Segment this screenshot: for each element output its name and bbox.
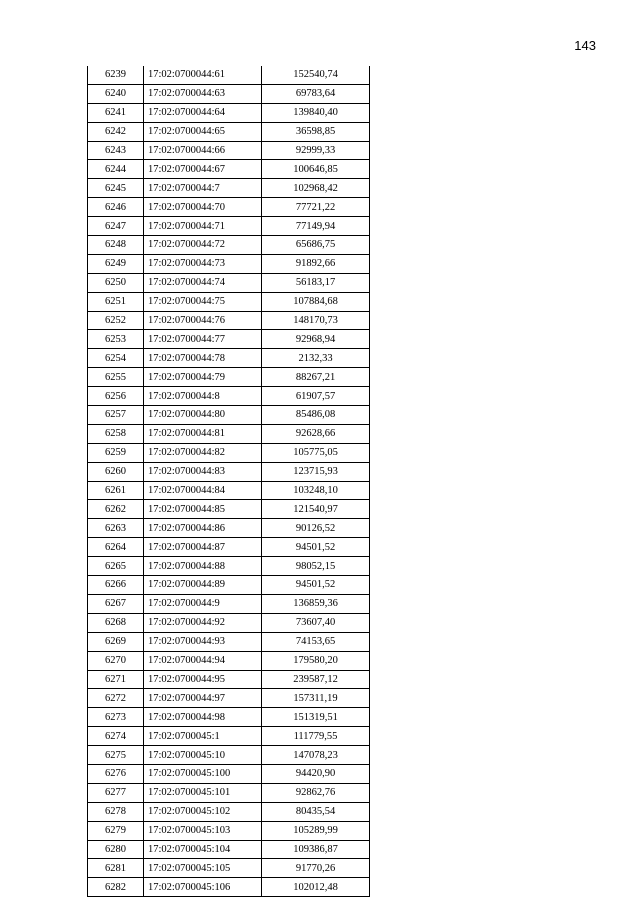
value-cell: 121540,97 bbox=[262, 500, 370, 519]
row-number-cell: 6273 bbox=[88, 708, 144, 727]
value-cell: 148170,73 bbox=[262, 311, 370, 330]
cadastral-number-cell: 17:02:0700044:65 bbox=[144, 122, 262, 141]
row-number-cell: 6242 bbox=[88, 122, 144, 141]
table-row bbox=[88, 311, 370, 330]
row-number-cell: 6276 bbox=[88, 764, 144, 783]
value-cell: 157311,19 bbox=[262, 689, 370, 708]
value-cell: 80435,54 bbox=[262, 802, 370, 821]
cadastral-number-cell: 17:02:0700044:87 bbox=[144, 538, 262, 557]
cadastral-number-cell: 17:02:0700045:100 bbox=[144, 764, 262, 783]
value-cell: 107884,68 bbox=[262, 292, 370, 311]
cadastral-number-cell: 17:02:0700044:98 bbox=[144, 708, 262, 727]
cadastral-number-cell: 17:02:0700045:101 bbox=[144, 783, 262, 802]
table-row bbox=[88, 141, 370, 160]
table-row bbox=[88, 708, 370, 727]
row-number-cell: 6270 bbox=[88, 651, 144, 670]
cadastral-number-cell: 17:02:0700044:84 bbox=[144, 481, 262, 500]
value-cell: 74153,65 bbox=[262, 632, 370, 651]
value-cell: 85486,08 bbox=[262, 406, 370, 425]
table-row bbox=[88, 160, 370, 179]
table-row bbox=[88, 443, 370, 462]
cadastral-number-cell: 17:02:0700044:92 bbox=[144, 613, 262, 632]
row-number-cell: 6241 bbox=[88, 103, 144, 122]
value-cell: 65686,75 bbox=[262, 236, 370, 255]
table-row bbox=[88, 576, 370, 595]
value-cell: 2132,33 bbox=[262, 349, 370, 368]
table-row bbox=[88, 462, 370, 481]
table-row bbox=[88, 406, 370, 425]
table-row bbox=[88, 764, 370, 783]
cadastral-number-cell: 17:02:0700044:74 bbox=[144, 273, 262, 292]
row-number-cell: 6271 bbox=[88, 670, 144, 689]
value-cell: 123715,93 bbox=[262, 462, 370, 481]
cadastral-number-cell: 17:02:0700044:76 bbox=[144, 311, 262, 330]
cadastral-value-table bbox=[87, 66, 370, 897]
value-cell: 151319,51 bbox=[262, 708, 370, 727]
cadastral-number-cell: 17:02:0700044:95 bbox=[144, 670, 262, 689]
row-number-cell: 6268 bbox=[88, 613, 144, 632]
value-cell: 94420,90 bbox=[262, 764, 370, 783]
row-number-cell: 6239 bbox=[88, 66, 144, 84]
row-number-cell: 6240 bbox=[88, 84, 144, 103]
value-cell: 90126,52 bbox=[262, 519, 370, 538]
row-number-cell: 6266 bbox=[88, 576, 144, 595]
table-row bbox=[88, 689, 370, 708]
row-number-cell: 6243 bbox=[88, 141, 144, 160]
table-row bbox=[88, 840, 370, 859]
cadastral-number-cell: 17:02:0700044:88 bbox=[144, 557, 262, 576]
row-number-cell: 6256 bbox=[88, 387, 144, 406]
cadastral-number-cell: 17:02:0700044:93 bbox=[144, 632, 262, 651]
value-cell: 92862,76 bbox=[262, 783, 370, 802]
row-number-cell: 6282 bbox=[88, 878, 144, 897]
table-row bbox=[88, 651, 370, 670]
cadastral-number-cell: 17:02:0700044:8 bbox=[144, 387, 262, 406]
cadastral-number-cell: 17:02:0700045:105 bbox=[144, 859, 262, 878]
table-row bbox=[88, 292, 370, 311]
row-number-cell: 6262 bbox=[88, 500, 144, 519]
row-number-cell: 6269 bbox=[88, 632, 144, 651]
value-cell: 105775,05 bbox=[262, 443, 370, 462]
table-row bbox=[88, 783, 370, 802]
value-cell: 94501,52 bbox=[262, 538, 370, 557]
row-number-cell: 6272 bbox=[88, 689, 144, 708]
cadastral-number-cell: 17:02:0700044:81 bbox=[144, 424, 262, 443]
cadastral-number-cell: 17:02:0700044:97 bbox=[144, 689, 262, 708]
row-number-cell: 6274 bbox=[88, 727, 144, 746]
cadastral-number-cell: 17:02:0700044:79 bbox=[144, 368, 262, 387]
table-body bbox=[88, 66, 370, 897]
value-cell: 98052,15 bbox=[262, 557, 370, 576]
row-number-cell: 6245 bbox=[88, 179, 144, 198]
table-row bbox=[88, 632, 370, 651]
table-row bbox=[88, 594, 370, 613]
value-cell: 56183,17 bbox=[262, 273, 370, 292]
cadastral-number-cell: 17:02:0700045:103 bbox=[144, 821, 262, 840]
table-row bbox=[88, 500, 370, 519]
value-cell: 73607,40 bbox=[262, 613, 370, 632]
value-cell: 88267,21 bbox=[262, 368, 370, 387]
cadastral-number-cell: 17:02:0700044:83 bbox=[144, 462, 262, 481]
cadastral-number-cell: 17:02:0700045:10 bbox=[144, 746, 262, 765]
table-row bbox=[88, 179, 370, 198]
table-row bbox=[88, 66, 370, 84]
value-cell: 152540,74 bbox=[262, 66, 370, 84]
table-row bbox=[88, 727, 370, 746]
table-row bbox=[88, 519, 370, 538]
table-row bbox=[88, 613, 370, 632]
value-cell: 94501,52 bbox=[262, 576, 370, 595]
row-number-cell: 6263 bbox=[88, 519, 144, 538]
row-number-cell: 6267 bbox=[88, 594, 144, 613]
row-number-cell: 6249 bbox=[88, 254, 144, 273]
row-number-cell: 6252 bbox=[88, 311, 144, 330]
value-cell: 102968,42 bbox=[262, 179, 370, 198]
row-number-cell: 6248 bbox=[88, 236, 144, 255]
row-number-cell: 6254 bbox=[88, 349, 144, 368]
cadastral-number-cell: 17:02:0700044:80 bbox=[144, 406, 262, 425]
cadastral-number-cell: 17:02:0700045:104 bbox=[144, 840, 262, 859]
page-number: 143 bbox=[574, 38, 596, 53]
row-number-cell: 6246 bbox=[88, 198, 144, 217]
cadastral-number-cell: 17:02:0700044:72 bbox=[144, 236, 262, 255]
table-row bbox=[88, 387, 370, 406]
row-number-cell: 6277 bbox=[88, 783, 144, 802]
table-row bbox=[88, 330, 370, 349]
table-row bbox=[88, 254, 370, 273]
value-cell: 91892,66 bbox=[262, 254, 370, 273]
table-row bbox=[88, 349, 370, 368]
value-cell: 100646,85 bbox=[262, 160, 370, 179]
table-row bbox=[88, 103, 370, 122]
table-row bbox=[88, 368, 370, 387]
table-row bbox=[88, 670, 370, 689]
row-number-cell: 6275 bbox=[88, 746, 144, 765]
table-row bbox=[88, 821, 370, 840]
table-row bbox=[88, 273, 370, 292]
row-number-cell: 6257 bbox=[88, 406, 144, 425]
row-number-cell: 6261 bbox=[88, 481, 144, 500]
value-cell: 147078,23 bbox=[262, 746, 370, 765]
cadastral-number-cell: 17:02:0700044:94 bbox=[144, 651, 262, 670]
cadastral-number-cell: 17:02:0700045:106 bbox=[144, 878, 262, 897]
row-number-cell: 6255 bbox=[88, 368, 144, 387]
value-cell: 92999,33 bbox=[262, 141, 370, 160]
row-number-cell: 6279 bbox=[88, 821, 144, 840]
cadastral-number-cell: 17:02:0700044:71 bbox=[144, 217, 262, 236]
table-row bbox=[88, 217, 370, 236]
value-cell: 111779,55 bbox=[262, 727, 370, 746]
row-number-cell: 6260 bbox=[88, 462, 144, 481]
cadastral-number-cell: 17:02:0700045:102 bbox=[144, 802, 262, 821]
row-number-cell: 6278 bbox=[88, 802, 144, 821]
value-cell: 92628,66 bbox=[262, 424, 370, 443]
cadastral-number-cell: 17:02:0700044:78 bbox=[144, 349, 262, 368]
cadastral-number-cell: 17:02:0700044:66 bbox=[144, 141, 262, 160]
row-number-cell: 6251 bbox=[88, 292, 144, 311]
value-cell: 102012,48 bbox=[262, 878, 370, 897]
cadastral-number-cell: 17:02:0700044:89 bbox=[144, 576, 262, 595]
value-cell: 105289,99 bbox=[262, 821, 370, 840]
row-number-cell: 6258 bbox=[88, 424, 144, 443]
cadastral-number-cell: 17:02:0700044:61 bbox=[144, 66, 262, 84]
cadastral-number-cell: 17:02:0700044:67 bbox=[144, 160, 262, 179]
row-number-cell: 6265 bbox=[88, 557, 144, 576]
value-cell: 69783,64 bbox=[262, 84, 370, 103]
table-row bbox=[88, 538, 370, 557]
value-cell: 139840,40 bbox=[262, 103, 370, 122]
cadastral-number-cell: 17:02:0700044:75 bbox=[144, 292, 262, 311]
value-cell: 136859,36 bbox=[262, 594, 370, 613]
table-row bbox=[88, 878, 370, 897]
table-row bbox=[88, 859, 370, 878]
cadastral-number-cell: 17:02:0700044:85 bbox=[144, 500, 262, 519]
value-cell: 36598,85 bbox=[262, 122, 370, 141]
row-number-cell: 6250 bbox=[88, 273, 144, 292]
table-row bbox=[88, 481, 370, 500]
table-row bbox=[88, 424, 370, 443]
row-number-cell: 6259 bbox=[88, 443, 144, 462]
value-cell: 91770,26 bbox=[262, 859, 370, 878]
value-cell: 109386,87 bbox=[262, 840, 370, 859]
table-row bbox=[88, 802, 370, 821]
row-number-cell: 6281 bbox=[88, 859, 144, 878]
table-row bbox=[88, 557, 370, 576]
cadastral-number-cell: 17:02:0700044:7 bbox=[144, 179, 262, 198]
value-cell: 77721,22 bbox=[262, 198, 370, 217]
value-cell: 77149,94 bbox=[262, 217, 370, 236]
row-number-cell: 6264 bbox=[88, 538, 144, 557]
cadastral-number-cell: 17:02:0700044:9 bbox=[144, 594, 262, 613]
cadastral-number-cell: 17:02:0700044:86 bbox=[144, 519, 262, 538]
table-row bbox=[88, 84, 370, 103]
cadastral-number-cell: 17:02:0700044:63 bbox=[144, 84, 262, 103]
row-number-cell: 6280 bbox=[88, 840, 144, 859]
table-row bbox=[88, 236, 370, 255]
row-number-cell: 6247 bbox=[88, 217, 144, 236]
value-cell: 61907,57 bbox=[262, 387, 370, 406]
cadastral-number-cell: 17:02:0700044:73 bbox=[144, 254, 262, 273]
table-row bbox=[88, 746, 370, 765]
cadastral-number-cell: 17:02:0700045:1 bbox=[144, 727, 262, 746]
cadastral-number-cell: 17:02:0700044:82 bbox=[144, 443, 262, 462]
cadastral-number-cell: 17:02:0700044:77 bbox=[144, 330, 262, 349]
cadastral-number-cell: 17:02:0700044:70 bbox=[144, 198, 262, 217]
row-number-cell: 6244 bbox=[88, 160, 144, 179]
cadastral-number-cell: 17:02:0700044:64 bbox=[144, 103, 262, 122]
value-cell: 103248,10 bbox=[262, 481, 370, 500]
value-cell: 179580,20 bbox=[262, 651, 370, 670]
value-cell: 239587,12 bbox=[262, 670, 370, 689]
table-row bbox=[88, 198, 370, 217]
value-cell: 92968,94 bbox=[262, 330, 370, 349]
row-number-cell: 6253 bbox=[88, 330, 144, 349]
table-row bbox=[88, 122, 370, 141]
